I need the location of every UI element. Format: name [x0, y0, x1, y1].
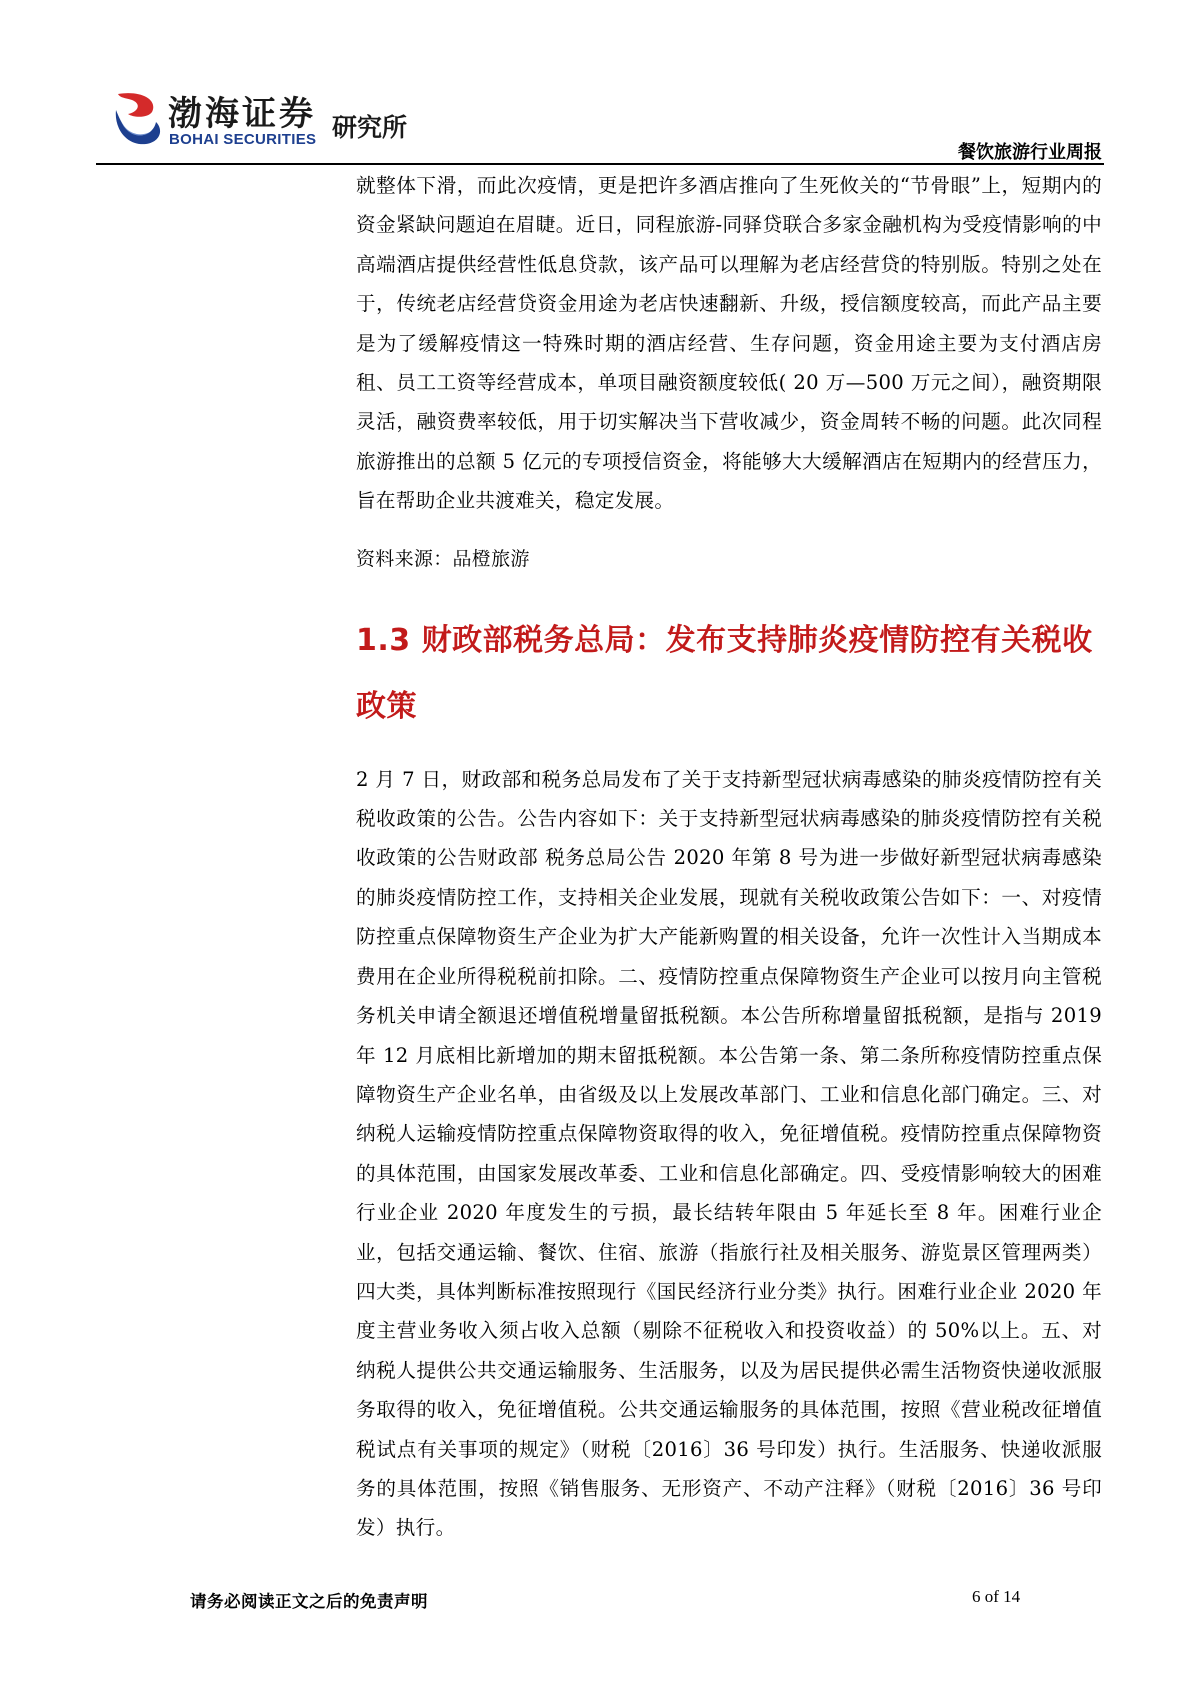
disclaimer-note: 请务必阅读正文之后的免责声明	[190, 1592, 428, 1611]
report-name: 餐饮旅游行业周报	[958, 142, 1102, 163]
page-header	[0, 0, 1200, 170]
page-number: 6 of 14	[972, 1587, 1021, 1606]
paragraph-hotel-loan: 就整体下滑，而此次疫情，更是把许多酒店推向了生死攸关的“节骨眼”上，短期内的资金紧缺问题迫在眉睫。近日，同程旅游-同驿贷联合多家金融机构为受疫情影响的中高端酒店提供经营性低息贷款，该产品可以理解为老店经营贷的特别版。特别之处在于，传统老店经营贷资金用途为老店快速翻新、升级，授信额度较高，而此产品主要是为了缓解疫情这一特殊时期的酒店经营、生存问题，资金用途主要为支付酒店房租、员工工资等经营成本，单项目融资额度较低( 20 万—500 万元之间），融资期限灵活，融资费率较低，用于切实解决当下营收减少，资金周转不畅的问题。此次同程旅游推出的总额 5 亿元的专项授信资金，将能够大大缓解酒店在短期内的经营压力，旨在帮助企业共渡难关，稳定发展。	[356, 174, 1102, 513]
main-content	[356, 166, 1102, 1548]
company-name-en: BOHAI SECURITIES	[169, 131, 317, 148]
header-divider	[96, 163, 1104, 165]
bohai-logo-icon	[112, 88, 164, 150]
section-heading: 1.3 财政部税务总局：发布支持肺炎疫情防控有关税收政策	[356, 622, 1093, 724]
institute-label: 研究所	[332, 113, 408, 142]
company-name-cn: 渤海证券	[168, 94, 316, 134]
source-note: 资料来源：品橙旅游	[356, 547, 530, 570]
paragraph-tax-policy: 2 月 7 日，财政部和税务总局发布了关于支持新型冠状病毒感染的肺炎疫情防控有关税收政策的公告。公告内容如下：关于支持新型冠状病毒感染的肺炎疫情防控有关税收政策的公告财政部 税务总局公告 2020 年第 8 号为进一步做好新型冠状病毒感染的肺炎疫情防控工作，支持相关企业发展，现就有关税收政策公告如下：一、对疫情防控重点保障物资生产企业为扩大产能新购置的相关设备，允许一次性计入当期成本费用在企业所得税税前扣除。二、疫情防控重点保障物资生产企业可以按月向主管税务机关申请全额退还增值税增量留抵税额。本公告所称增量留抵税额，是指与 2019 年 12 月底相比新增加的期末留抵税额。本公告第一条、第二条所称疫情防控重点保障物资生产企业名单，由省级及以上发展改革部门、工业和信息化部门确定。三、对纳税人运输疫情防控重点保障物资取得的收入，免征增值税。疫情防控重点保障物资的具体范围，由国家发展改革委、工业和信息化部确定。四、受疫情影响较大的困难行业企业 2020 年度发生的亏损，最长结转年限由 5 年延长至 8 年。困难行业企业，包括交通运输、餐饮、住宿、旅游（指旅行社及相关服务、游览景区管理两类）四大类，具体判断标准按照现行《国民经济行业分类》执行。困难行业企业 2020 年度主营业务收入须占收入总额（剔除不征税收入和投资收益）的 50%以上。五、对纳税人提供公共交通运输服务、生活服务，以及为居民提供必需生活物资快递收派服务取得的收入，免征增值税。公共交通运输服务的具体范围，按照《营业税改征增值税试点有关事项的规定》（财税〔2016〕36 号印发）执行。生活服务、快递收派服务的具体范围，按照《销售服务、无形资产、不动产注释》（财税〔2016〕36 号印发）执行。	[356, 767, 1102, 1540]
